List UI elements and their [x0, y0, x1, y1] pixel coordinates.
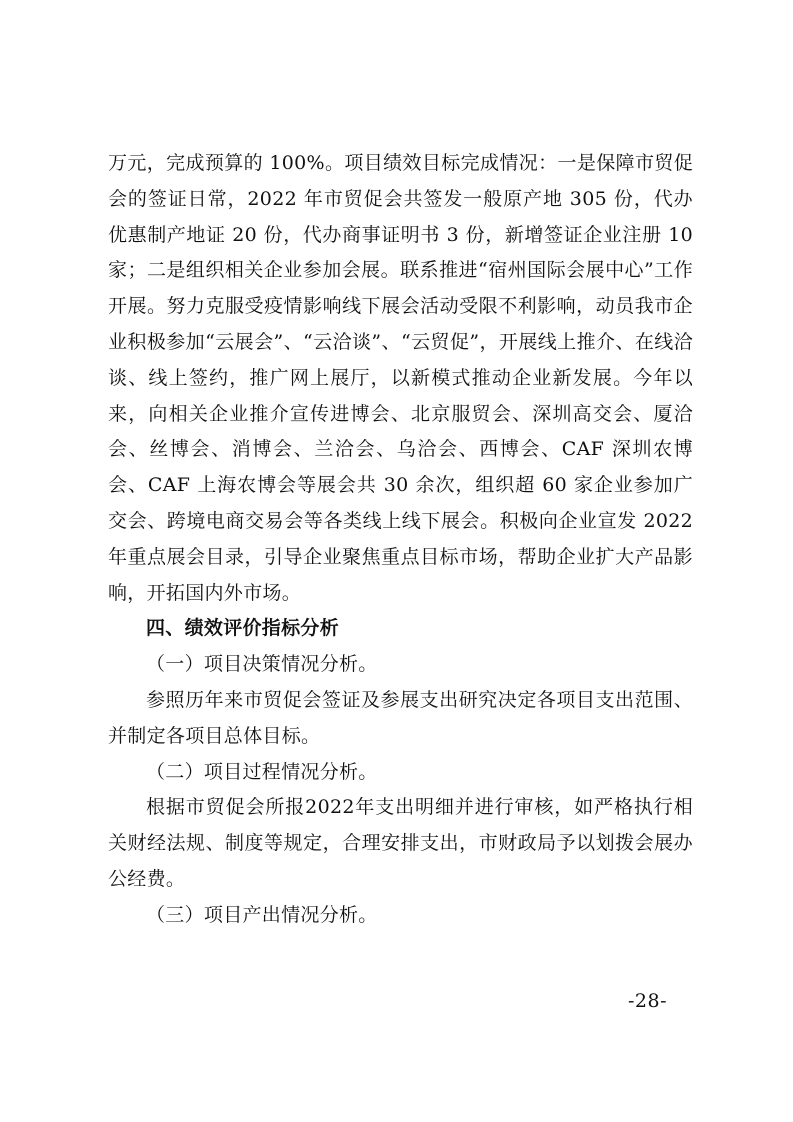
page-number: -28- — [628, 990, 668, 1012]
paragraph-achievements: 万元，完成预算的 100%。项目绩效目标完成情况：一是保障市贸促会的签证日常，2022 年市贸促会共签发一般原产地 305 份，代办优惠制产地证 20 份，代办商事证明书 3 份，新增签证企业注册 10 家；二是组织相关企业参加会展。联系推进“宿州国际会展中心”工作开展。努力克服受疫情影响线下展会活动受限不利影响，动员我市企业积极参加“云展会”、“云洽谈”、“云贸促”，开展线上推介、在线洽谈、线上签约，推广网上展厅，以新模式推动企业新发展。今年以来，向相关企业推介宣传进博会、北京服贸会、深圳高交会、厦洽会、丝博会、消博会、兰洽会、乌洽会、西博会、CAF 深圳农博会、CAF 上海农博会等展会共 30 余次，组织超 60 家企业参加广交会、跨境电商交易会等各类线上线下展会。积极向企业宣发 2022 年重点展会目录，引导企业聚焦重点目标市场，帮助企业扩大产品影响，开拓国内外市场。 — [108, 152, 693, 604]
document-body — [108, 146, 693, 934]
subheading-output-analysis: （三）项目产出情况分析。 — [146, 903, 378, 926]
subheading-decision-analysis: （一）项目决策情况分析。 — [146, 653, 378, 676]
subheading-process-analysis: （二）项目过程情况分析。 — [146, 760, 378, 783]
paragraph-decision-analysis: 参照历年来市贸促会签证及参展支出研究决定各项目支出范围、并制定各项目总体目标。 — [108, 688, 693, 747]
paragraph-process-analysis: 根据市贸促会所报2022年支出明细并进行审核，如严格执行相关财经法规、制度等规定，合理安排支出，市财政局予以划拨会展办公经费。 — [108, 796, 693, 890]
section-heading-performance-analysis: 四、绩效评价指标分析 — [146, 617, 340, 640]
